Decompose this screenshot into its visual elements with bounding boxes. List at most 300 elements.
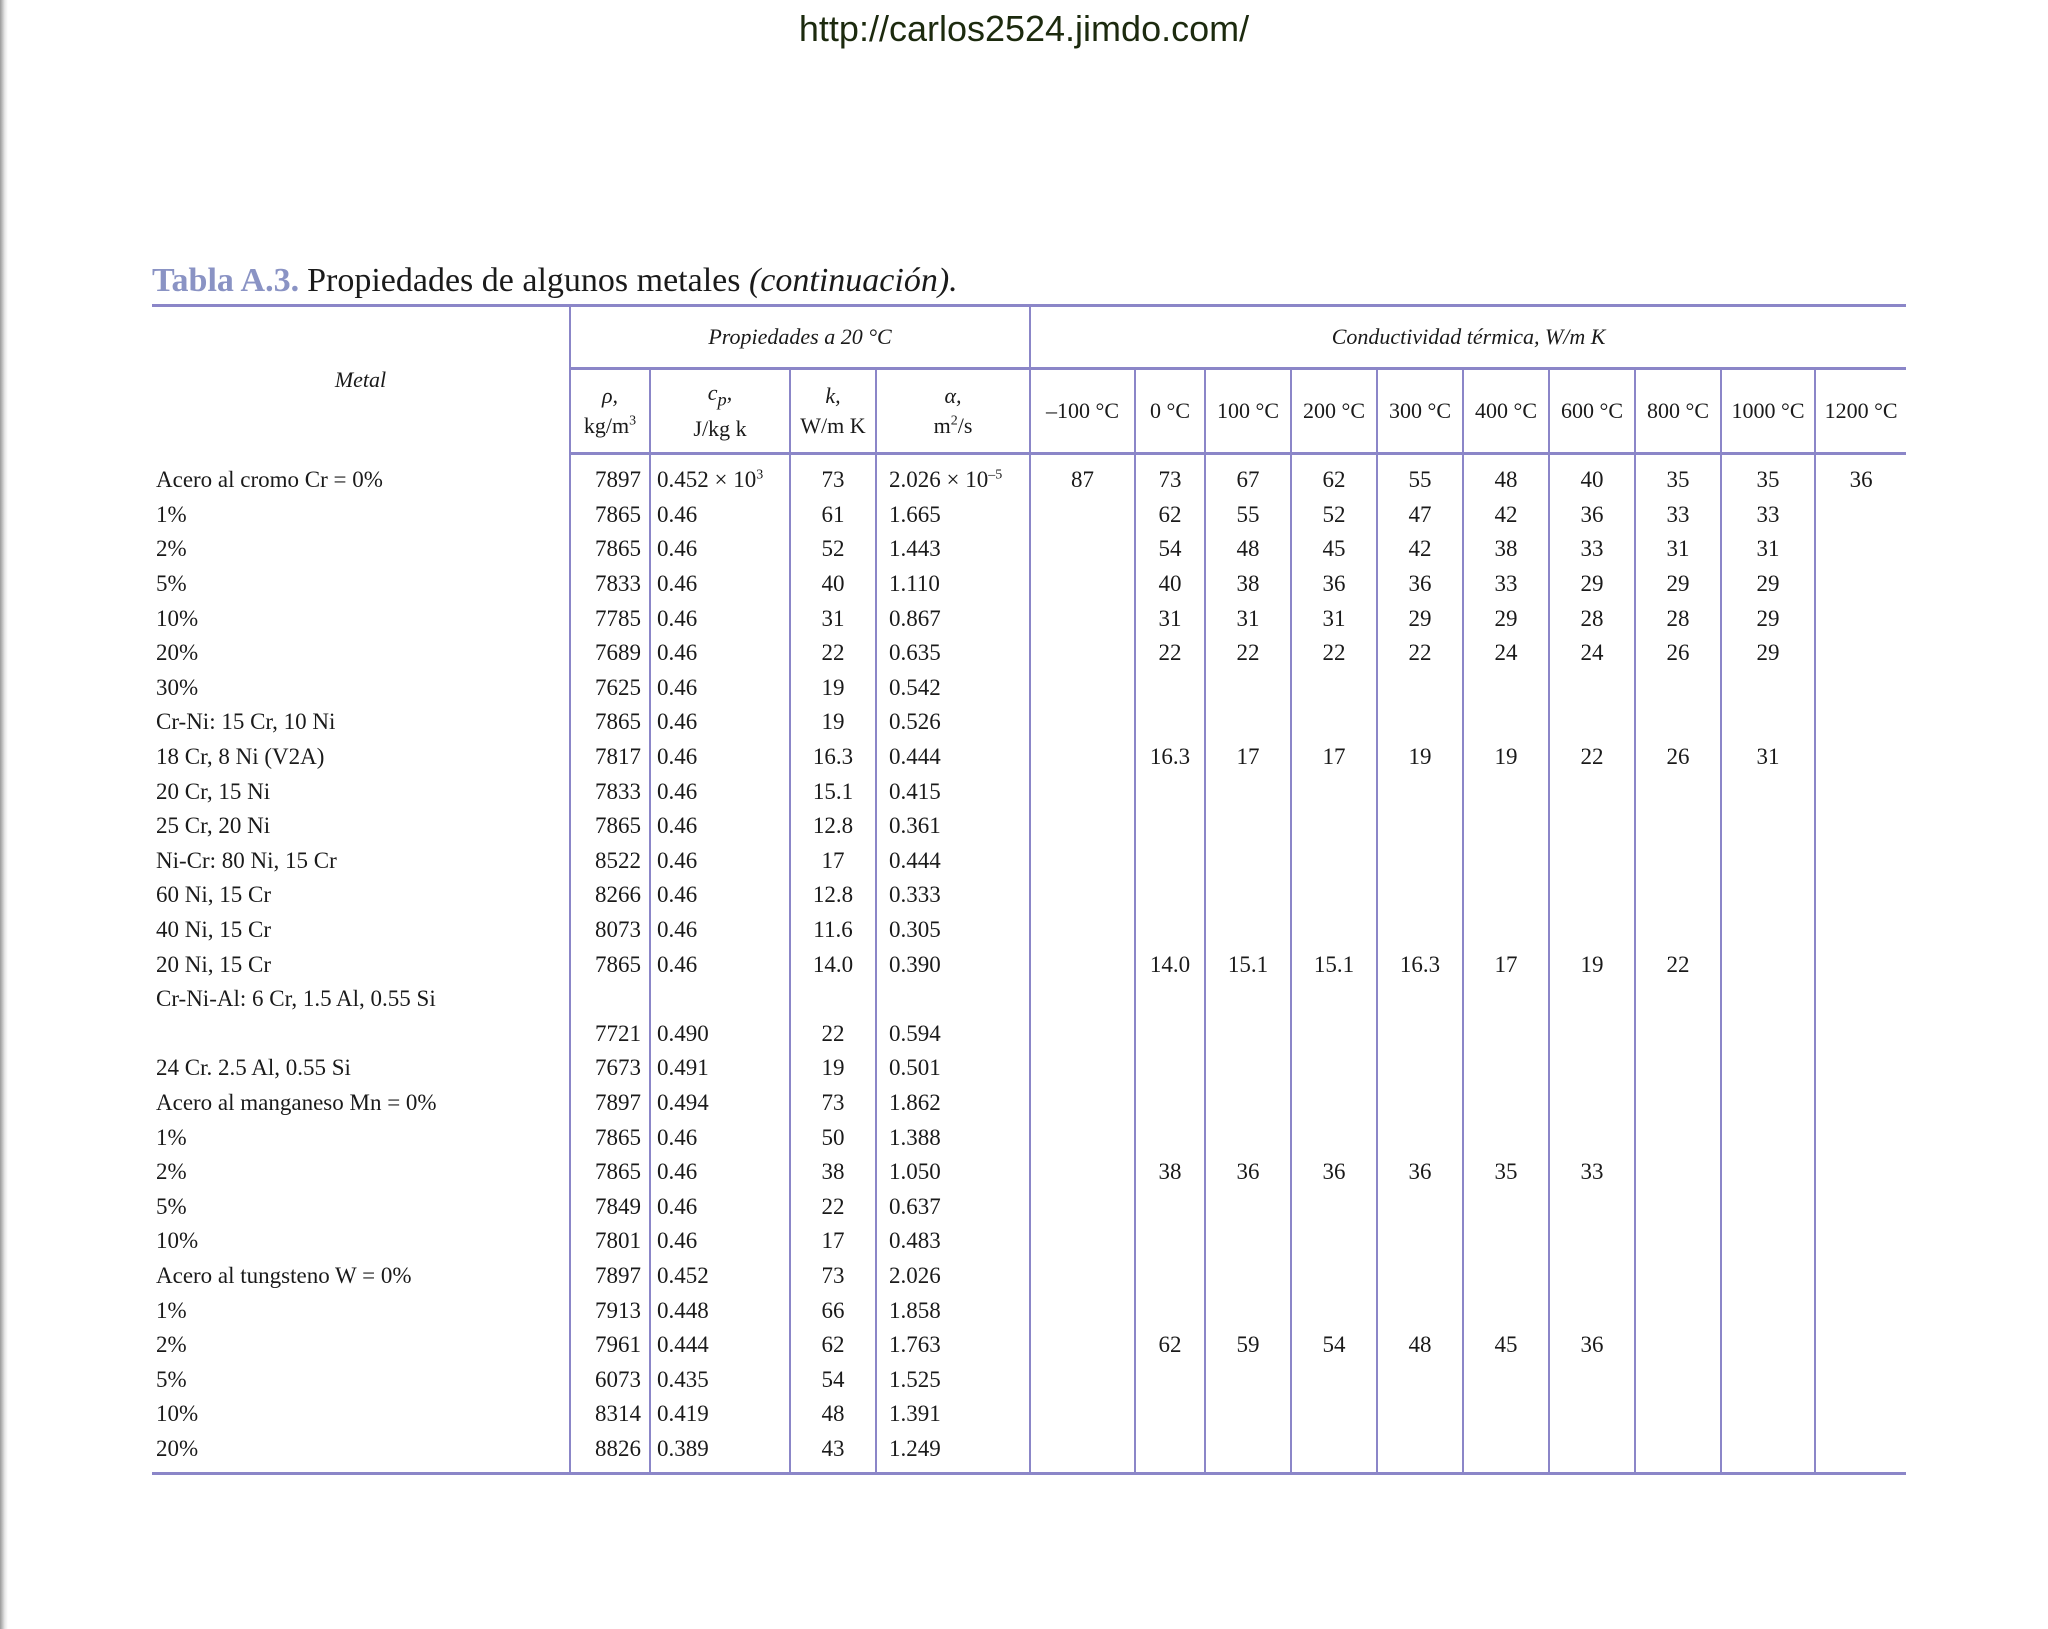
density-value: 7897 [570, 454, 650, 498]
temp-conductivity-value: 67 [1205, 454, 1291, 498]
table-row [152, 947, 1906, 982]
header-temp-0: –100 °C [1030, 369, 1135, 454]
temp-conductivity-value [1377, 878, 1463, 913]
diffusivity-value: 1.391 [876, 1397, 1030, 1432]
temp-conductivity-value [1635, 1224, 1721, 1259]
density-value: 7721 [570, 1017, 650, 1052]
temp-conductivity-value [1815, 947, 1906, 982]
temp-conductivity-value [1549, 1432, 1635, 1474]
temp-conductivity-value [1463, 1362, 1549, 1397]
temp-conductivity-value [1291, 1189, 1377, 1224]
temp-conductivity-value: 19 [1377, 740, 1463, 775]
temp-conductivity-value: 42 [1463, 498, 1549, 533]
temp-conductivity-value [1815, 671, 1906, 706]
specific-heat-value: 0.444 [650, 1328, 790, 1363]
table-row [152, 1293, 1906, 1328]
source-url[interactable]: http://carlos2524.jimdo.com/ [798, 8, 1250, 49]
conductivity-value: 66 [790, 1293, 876, 1328]
temp-conductivity-value: 59 [1205, 1328, 1291, 1363]
temp-conductivity-value [1549, 1017, 1635, 1052]
density-value: 7849 [570, 1189, 650, 1224]
specific-heat-value: 0.435 [650, 1362, 790, 1397]
temp-conductivity-value [1815, 705, 1906, 740]
temp-conductivity-value [1815, 774, 1906, 809]
temp-conductivity-value [1463, 844, 1549, 879]
temp-conductivity-value [1815, 878, 1906, 913]
temp-conductivity-value: 29 [1549, 567, 1635, 602]
diffusivity-value: 1.110 [876, 567, 1030, 602]
diffusivity-value: 1.050 [876, 1155, 1030, 1190]
table-row [152, 1051, 1906, 1086]
temp-conductivity-value: 40 [1549, 454, 1635, 498]
conductivity-value: 62 [790, 1328, 876, 1363]
temp-conductivity-value: 31 [1635, 532, 1721, 567]
temp-conductivity-value [1815, 1120, 1906, 1155]
temp-conductivity-value [1721, 878, 1815, 913]
temp-conductivity-value [1377, 809, 1463, 844]
temp-conductivity-value: 36 [1377, 567, 1463, 602]
temp-conductivity-value [1463, 878, 1549, 913]
metal-name: 20 Cr, 15 Ni [156, 778, 271, 804]
temp-conductivity-value: 62 [1291, 454, 1377, 498]
header-metal: Metal [334, 367, 387, 393]
diffusivity-value: 2.026 [876, 1259, 1030, 1294]
metal-name: 20% [156, 1435, 199, 1461]
temp-conductivity-value [1721, 844, 1815, 879]
diffusivity-value: 0.637 [876, 1189, 1030, 1224]
metal-name: Acero al manganeso Mn = 0% [156, 1089, 437, 1115]
density-value: 7865 [570, 1120, 650, 1155]
temp-conductivity-value [1815, 1224, 1906, 1259]
metal-name: 5% [156, 1193, 187, 1219]
diffusivity-value: 1.763 [876, 1328, 1030, 1363]
metal-name: 60 Ni, 15 Cr [156, 882, 271, 908]
temp-conductivity-value [1291, 1362, 1377, 1397]
temp-conductivity-value: 38 [1205, 567, 1291, 602]
table-row [152, 913, 1906, 948]
density-value: 7689 [570, 636, 650, 671]
temp-conductivity-value: 22 [1205, 636, 1291, 671]
header-temp-3: 200 °C [1291, 369, 1377, 454]
temp-conductivity-value: 22 [1635, 947, 1721, 982]
temp-conductivity-value [1721, 1155, 1815, 1190]
temp-conductivity-value [1463, 1397, 1549, 1432]
specific-heat-value: 0.46 [650, 844, 790, 879]
density-value: 7801 [570, 1224, 650, 1259]
metal-name: Cr-Ni: 15 Cr, 10 Ni [156, 709, 336, 735]
temp-conductivity-value: 42 [1377, 532, 1463, 567]
metal-name: 1% [156, 1297, 187, 1323]
temp-conductivity-value [1815, 1432, 1906, 1474]
diffusivity-value: 1.858 [876, 1293, 1030, 1328]
conductivity-value: 61 [790, 498, 876, 533]
temp-conductivity-value [1815, 1328, 1906, 1363]
table-row [152, 1397, 1906, 1432]
temp-conductivity-value: 36 [1549, 1328, 1635, 1363]
temp-conductivity-value [1030, 1086, 1135, 1121]
specific-heat-value: 0.46 [650, 1155, 790, 1190]
temp-conductivity-value: 16.3 [1377, 947, 1463, 982]
temp-conductivity-value [1030, 1293, 1135, 1328]
conductivity-value: 52 [790, 532, 876, 567]
temp-conductivity-value: 48 [1205, 532, 1291, 567]
conductivity-value [790, 982, 876, 1017]
specific-heat-value: 0.452 [650, 1259, 790, 1294]
diffusivity-value: 1.862 [876, 1086, 1030, 1121]
temp-conductivity-value: 36 [1815, 454, 1906, 498]
metal-name [152, 1017, 570, 1052]
density-value: 7817 [570, 740, 650, 775]
temp-conductivity-value [1291, 1086, 1377, 1121]
metal-name: 24 Cr. 2.5 Al, 0.55 Si [156, 1055, 351, 1081]
temp-conductivity-value [1815, 1259, 1906, 1294]
temp-conductivity-value [1377, 1017, 1463, 1052]
header-diffusivity: α, $m^2/s$ [876, 369, 1030, 454]
conductivity-value: 17 [790, 1224, 876, 1259]
specific-heat-value: 0.46 [650, 740, 790, 775]
temp-conductivity-value [1721, 1362, 1815, 1397]
temp-conductivity-value [1030, 1362, 1135, 1397]
temp-conductivity-value [1030, 913, 1135, 948]
temp-conductivity-value: 36 [1291, 1155, 1377, 1190]
temp-conductivity-value: 28 [1635, 601, 1721, 636]
temp-conductivity-value [1205, 1051, 1291, 1086]
temp-conductivity-value: 54 [1291, 1328, 1377, 1363]
density-value: 8522 [570, 844, 650, 879]
temp-conductivity-value [1721, 1328, 1815, 1363]
conductivity-value: 11.6 [790, 913, 876, 948]
diffusivity-value: 0.444 [876, 740, 1030, 775]
temp-conductivity-value: 19 [1549, 947, 1635, 982]
temp-conductivity-value: 26 [1635, 636, 1721, 671]
specific-heat-value: 0.419 [650, 1397, 790, 1432]
temp-conductivity-value: 29 [1635, 567, 1721, 602]
temp-conductivity-value [1549, 1293, 1635, 1328]
temp-conductivity-value [1377, 671, 1463, 706]
density-value: 7865 [570, 705, 650, 740]
temp-conductivity-value [1135, 913, 1205, 948]
density-value: 7961 [570, 1328, 650, 1363]
temp-conductivity-value [1721, 1120, 1815, 1155]
temp-conductivity-value [1635, 1120, 1721, 1155]
density-value: 7897 [570, 1259, 650, 1294]
temp-conductivity-value: 19 [1463, 740, 1549, 775]
temp-conductivity-value [1030, 740, 1135, 775]
temp-conductivity-value [1135, 1432, 1205, 1474]
temp-conductivity-value: 31 [1135, 601, 1205, 636]
temp-conductivity-value [1377, 1086, 1463, 1121]
temp-conductivity-value [1205, 1259, 1291, 1294]
temp-conductivity-value: 33 [1635, 498, 1721, 533]
specific-heat-value: 0.46 [650, 1224, 790, 1259]
temp-conductivity-value: 17 [1205, 740, 1291, 775]
specific-heat-value: 0.448 [650, 1293, 790, 1328]
conductivity-value: 17 [790, 844, 876, 879]
temp-conductivity-value [1549, 1120, 1635, 1155]
temp-conductivity-value [1463, 1293, 1549, 1328]
temp-conductivity-value [1135, 1086, 1205, 1121]
temp-conductivity-value [1721, 1432, 1815, 1474]
temp-conductivity-value: 31 [1721, 532, 1815, 567]
metal-name: 40 Ni, 15 Cr [156, 917, 271, 943]
metal-name: Acero al cromo Cr = 0% [156, 466, 383, 492]
specific-heat-value: 0.490 [650, 1017, 790, 1052]
temp-conductivity-value: 33 [1549, 532, 1635, 567]
temp-conductivity-value [1721, 947, 1815, 982]
temp-conductivity-value [1377, 705, 1463, 740]
temp-conductivity-value [1549, 1189, 1635, 1224]
table-row [152, 1432, 1906, 1474]
temp-conductivity-value [1549, 809, 1635, 844]
temp-conductivity-value [1030, 1432, 1135, 1474]
temp-conductivity-value [1377, 844, 1463, 879]
density-value: 7865 [570, 947, 650, 982]
temp-conductivity-value: 48 [1377, 1328, 1463, 1363]
temp-conductivity-value [1291, 1224, 1377, 1259]
specific-heat-value: 0.389 [650, 1432, 790, 1474]
temp-conductivity-value [1030, 705, 1135, 740]
temp-conductivity-value: 36 [1549, 498, 1635, 533]
temp-conductivity-value: 55 [1205, 498, 1291, 533]
temp-conductivity-value [1721, 705, 1815, 740]
temp-conductivity-value: 48 [1463, 454, 1549, 498]
temp-conductivity-value [1205, 1189, 1291, 1224]
temp-conductivity-value [1635, 878, 1721, 913]
specific-heat-value: 0.46 [650, 1120, 790, 1155]
table-row [152, 809, 1906, 844]
density-value: 7865 [570, 498, 650, 533]
conductivity-value: 73 [790, 454, 876, 498]
temp-conductivity-value [1291, 705, 1377, 740]
temp-conductivity-value [1815, 1086, 1906, 1121]
table-caption [152, 262, 958, 300]
density-value: 7865 [570, 1155, 650, 1190]
temp-conductivity-value [1463, 1432, 1549, 1474]
temp-conductivity-value [1030, 1051, 1135, 1086]
temp-conductivity-value [1815, 1189, 1906, 1224]
diffusivity-value: 1.443 [876, 532, 1030, 567]
temp-conductivity-value [1721, 1224, 1815, 1259]
temp-conductivity-value [1549, 1259, 1635, 1294]
temp-conductivity-value: 29 [1463, 601, 1549, 636]
temp-conductivity-value: 29 [1721, 567, 1815, 602]
temp-conductivity-value [1135, 1120, 1205, 1155]
temp-conductivity-value [1721, 913, 1815, 948]
temp-conductivity-value: 29 [1377, 601, 1463, 636]
temp-conductivity-value: 22 [1377, 636, 1463, 671]
diffusivity-value: 0.501 [876, 1051, 1030, 1086]
table-row [152, 601, 1906, 636]
density-value: 8314 [570, 1397, 650, 1432]
diffusivity-value: 0.415 [876, 774, 1030, 809]
temp-conductivity-value [1377, 1259, 1463, 1294]
specific-heat-value: 0.46 [650, 567, 790, 602]
temp-conductivity-value [1205, 671, 1291, 706]
temp-conductivity-value: 35 [1635, 454, 1721, 498]
temp-conductivity-value [1135, 671, 1205, 706]
conductivity-value: 40 [790, 567, 876, 602]
diffusivity-value: 0.390 [876, 947, 1030, 982]
temp-conductivity-value [1030, 1224, 1135, 1259]
temp-conductivity-value [1291, 1017, 1377, 1052]
temp-conductivity-value: 31 [1291, 601, 1377, 636]
temp-conductivity-value: 22 [1549, 740, 1635, 775]
temp-conductivity-value: 52 [1291, 498, 1377, 533]
conductivity-value: 50 [790, 1120, 876, 1155]
metal-name: 20 Ni, 15 Cr [156, 951, 271, 977]
temp-conductivity-value: 36 [1377, 1155, 1463, 1190]
temp-conductivity-value [1815, 601, 1906, 636]
temp-conductivity-value: 24 [1549, 636, 1635, 671]
temp-conductivity-value [1291, 1120, 1377, 1155]
metal-name: Ni-Cr: 80 Ni, 15 Cr [156, 847, 337, 873]
density-value: 7625 [570, 671, 650, 706]
table-number: Tabla A.3. [152, 262, 300, 299]
temp-conductivity-value [1635, 913, 1721, 948]
temp-conductivity-value [1377, 1293, 1463, 1328]
temp-conductivity-value [1030, 498, 1135, 533]
table-row [152, 532, 1906, 567]
table-row [152, 1017, 1906, 1052]
temp-conductivity-value [1815, 636, 1906, 671]
specific-heat-value: 0.46 [650, 774, 790, 809]
density-value: 7865 [570, 532, 650, 567]
temp-conductivity-value [1635, 1328, 1721, 1363]
conductivity-value: 14.0 [790, 947, 876, 982]
temp-conductivity-value [1135, 1259, 1205, 1294]
conductivity-value: 16.3 [790, 740, 876, 775]
temp-conductivity-value [1205, 982, 1291, 1017]
diffusivity-value: 0.867 [876, 601, 1030, 636]
temp-conductivity-value [1377, 1120, 1463, 1155]
temp-conductivity-value [1635, 671, 1721, 706]
temp-conductivity-value [1635, 1155, 1721, 1190]
metal-name: 5% [156, 1366, 187, 1392]
temp-conductivity-value [1030, 1189, 1135, 1224]
metal-name: 10% [156, 605, 199, 631]
conductivity-value: 48 [790, 1397, 876, 1432]
temp-conductivity-value [1635, 1051, 1721, 1086]
temp-conductivity-value [1721, 982, 1815, 1017]
temp-conductivity-value [1291, 1432, 1377, 1474]
temp-conductivity-value: 54 [1135, 532, 1205, 567]
diffusivity-value: 0.444 [876, 844, 1030, 879]
temp-conductivity-value [1205, 878, 1291, 913]
temp-conductivity-value [1815, 532, 1906, 567]
temp-conductivity-value [1135, 1293, 1205, 1328]
temp-conductivity-value [1721, 671, 1815, 706]
temp-conductivity-value [1721, 1293, 1815, 1328]
table-row [152, 705, 1906, 740]
diffusivity-value [876, 982, 1030, 1017]
metal-name: 30% [156, 674, 199, 700]
header-temp-4: 300 °C [1377, 369, 1463, 454]
specific-heat-value: 0.46 [650, 532, 790, 567]
temp-conductivity-value: 22 [1135, 636, 1205, 671]
temp-conductivity-value [1815, 1051, 1906, 1086]
temp-conductivity-value [1030, 878, 1135, 913]
conductivity-value: 22 [790, 636, 876, 671]
temp-conductivity-value [1030, 809, 1135, 844]
temp-conductivity-value [1205, 1017, 1291, 1052]
temp-conductivity-value: 62 [1135, 498, 1205, 533]
diffusivity-value: $2.026 \times 10^{-5}$ [876, 454, 1030, 498]
density-value: 7785 [570, 601, 650, 636]
temp-conductivity-value: 17 [1463, 947, 1549, 982]
temp-conductivity-value [1721, 774, 1815, 809]
specific-heat-value: 0.46 [650, 947, 790, 982]
density-value: 7833 [570, 774, 650, 809]
temp-conductivity-value [1815, 1397, 1906, 1432]
page-edge-shadow [0, 0, 8, 1629]
metal-name: 1% [156, 1124, 187, 1150]
temp-conductivity-value [1549, 671, 1635, 706]
temp-conductivity-value [1815, 982, 1906, 1017]
temp-conductivity-value [1463, 982, 1549, 1017]
metal-name: 25 Cr, 20 Ni [156, 813, 271, 839]
temp-conductivity-value [1721, 1017, 1815, 1052]
temp-conductivity-value [1205, 809, 1291, 844]
temp-conductivity-value [1721, 1051, 1815, 1086]
temp-conductivity-value: 29 [1721, 636, 1815, 671]
temp-conductivity-value [1030, 774, 1135, 809]
temp-conductivity-value [1135, 1051, 1205, 1086]
temp-conductivity-value [1030, 1259, 1135, 1294]
temp-conductivity-value [1135, 1362, 1205, 1397]
diffusivity-value: 0.305 [876, 913, 1030, 948]
temp-conductivity-value [1205, 1120, 1291, 1155]
temp-conductivity-value: 24 [1463, 636, 1549, 671]
temp-conductivity-value [1463, 705, 1549, 740]
specific-heat-value: 0.46 [650, 878, 790, 913]
header-temp-1: 0 °C [1135, 369, 1205, 454]
metal-name: 18 Cr, 8 Ni (V2A) [156, 744, 325, 770]
specific-heat-value [650, 982, 790, 1017]
temp-conductivity-value [1135, 844, 1205, 879]
temp-conductivity-value [1030, 567, 1135, 602]
header-temp-9: 1200 °C [1815, 369, 1906, 454]
temp-conductivity-value: 15.1 [1205, 947, 1291, 982]
temp-conductivity-value [1030, 1017, 1135, 1052]
table-row [152, 982, 1906, 1017]
diffusivity-value: 1.388 [876, 1120, 1030, 1155]
temp-conductivity-value [1463, 1051, 1549, 1086]
temp-conductivity-value [1291, 1293, 1377, 1328]
conductivity-value: 19 [790, 1051, 876, 1086]
density-value: 8826 [570, 1432, 650, 1474]
table-row [152, 844, 1906, 879]
temp-conductivity-value [1815, 913, 1906, 948]
temp-conductivity-value: 55 [1377, 454, 1463, 498]
diffusivity-value: 0.333 [876, 878, 1030, 913]
table-row [152, 1259, 1906, 1294]
specific-heat-value: 0.46 [650, 601, 790, 636]
temp-conductivity-value [1377, 982, 1463, 1017]
temp-conductivity-value [1377, 774, 1463, 809]
temp-conductivity-value [1721, 1397, 1815, 1432]
temp-conductivity-value [1635, 1362, 1721, 1397]
temp-conductivity-value [1635, 1293, 1721, 1328]
table-title-suffix: (continuación). [748, 262, 958, 299]
temp-conductivity-value [1135, 705, 1205, 740]
table-row [152, 774, 1906, 809]
specific-heat-value: 0.46 [650, 705, 790, 740]
temp-conductivity-value [1291, 809, 1377, 844]
temp-conductivity-value: 16.3 [1135, 740, 1205, 775]
temp-conductivity-value: 45 [1291, 532, 1377, 567]
temp-conductivity-value [1030, 1120, 1135, 1155]
temp-conductivity-value: 36 [1205, 1155, 1291, 1190]
